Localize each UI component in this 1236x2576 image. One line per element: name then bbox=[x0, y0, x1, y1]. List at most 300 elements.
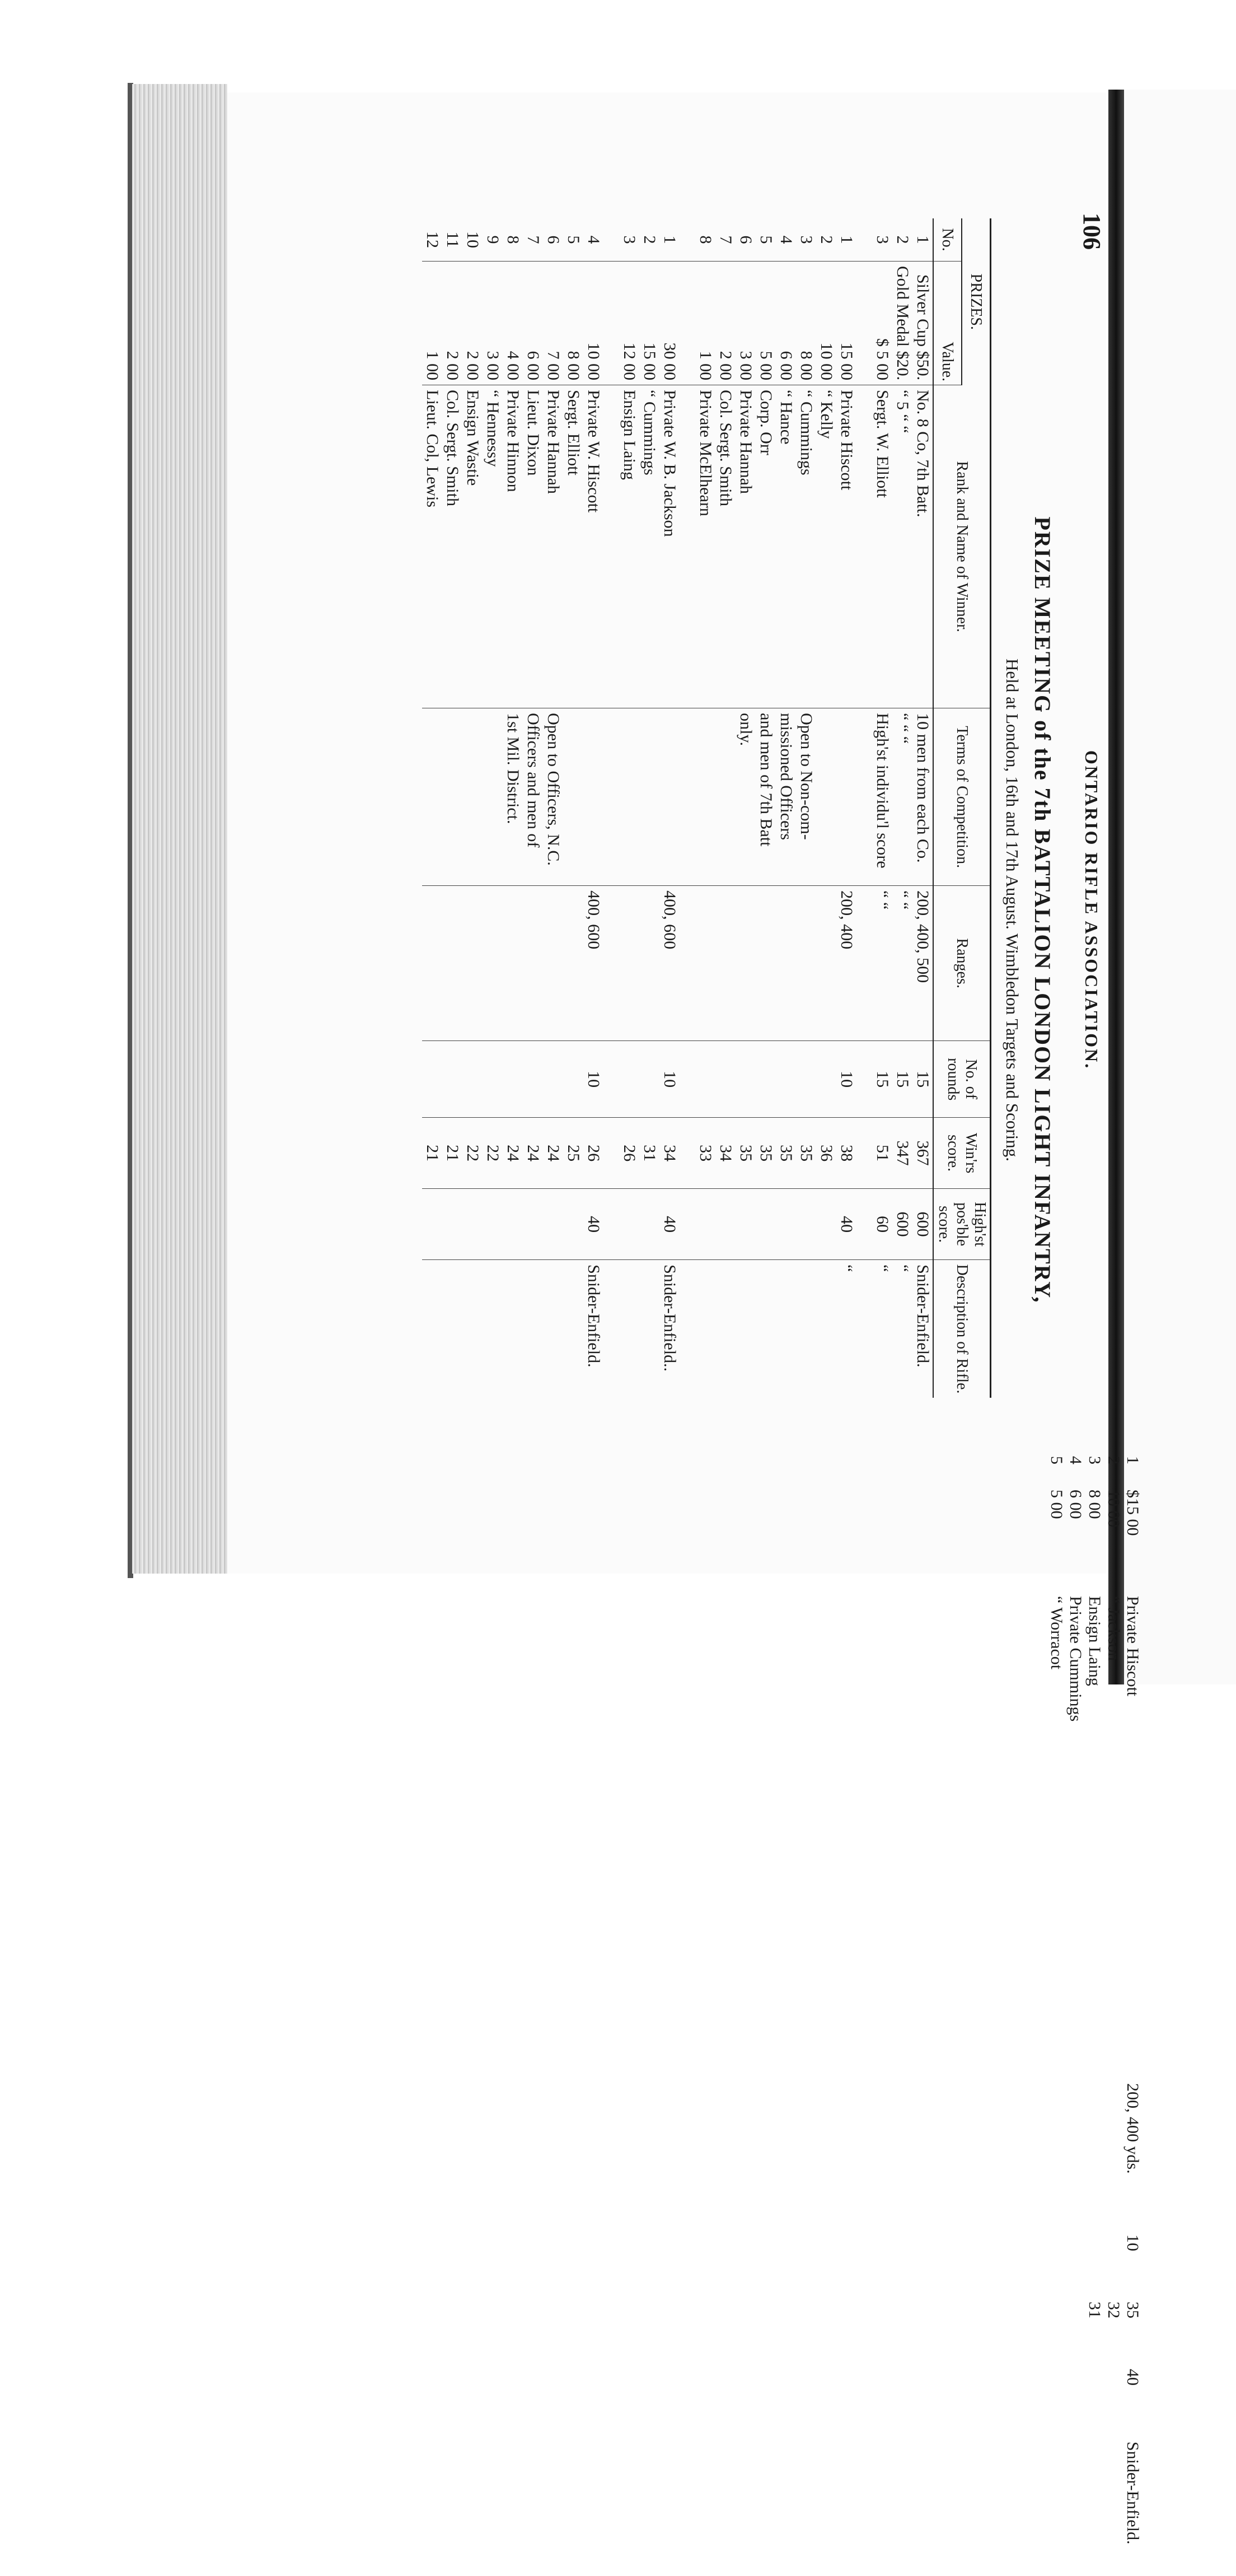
cell-value: 7 00 bbox=[543, 262, 563, 385]
cell-winners-score: 21 bbox=[422, 1118, 442, 1189]
cell-value: 2 00 bbox=[715, 262, 736, 385]
cell-winners-score: 22 bbox=[483, 1118, 503, 1189]
cell-highest-score: 40 bbox=[659, 1189, 680, 1260]
cell-winners-score: 33 bbox=[695, 1118, 715, 1189]
gap-cell bbox=[680, 1260, 695, 1398]
cell-rounds bbox=[756, 1041, 776, 1118]
cell-no: 3 bbox=[872, 218, 892, 262]
gap-cell bbox=[680, 385, 695, 708]
cell-winners-score: 51 bbox=[872, 1118, 892, 1189]
cell-winners-score: 34 bbox=[659, 1118, 680, 1189]
facing-number: 3 bbox=[1085, 1456, 1104, 1464]
table-row bbox=[442, 218, 462, 1398]
cell-rifle bbox=[715, 1260, 736, 1398]
cell-terms bbox=[619, 708, 639, 886]
cell-value: 5 00 bbox=[756, 262, 776, 385]
cell-terms bbox=[442, 708, 462, 886]
facing-winner: Private Cummings bbox=[1066, 1596, 1085, 1722]
cell-winners-score: 24 bbox=[543, 1118, 563, 1189]
cell-no: 6 bbox=[736, 218, 756, 262]
cell-no: 3 bbox=[619, 218, 639, 262]
facing-numbers bbox=[1047, 1456, 1142, 1464]
cell-rounds: 10 bbox=[836, 1041, 856, 1118]
cell-rifle: Snider-Enfield. bbox=[584, 1264, 603, 1368]
cell-no: 4 bbox=[583, 218, 603, 262]
cell-ranges bbox=[422, 886, 442, 1041]
facing-score: 35 bbox=[1123, 2302, 1142, 2318]
cell-rounds bbox=[483, 1041, 503, 1118]
cell-no: 12 bbox=[422, 218, 442, 262]
cell-winners-score: 38 bbox=[836, 1118, 856, 1189]
cell-value: 10 00 bbox=[583, 262, 603, 385]
cell-terms bbox=[462, 708, 483, 886]
cell-value: 15 00 bbox=[639, 262, 659, 385]
cell-value: 3 00 bbox=[483, 262, 503, 385]
cell-winner: Col. Sergt. Smith bbox=[715, 385, 736, 708]
header-winner: Rank and Name of Winner. bbox=[933, 385, 991, 708]
cell-rifle bbox=[756, 1260, 776, 1398]
cell-rounds bbox=[503, 1041, 523, 1118]
cell-winner: Private Hinnon bbox=[503, 385, 523, 708]
cell-highest-score bbox=[776, 1189, 796, 1260]
facing-ranges: 200, 400 yds. bbox=[1123, 2083, 1142, 2174]
gap-cell bbox=[856, 1260, 872, 1398]
gap-cell bbox=[856, 218, 872, 262]
table-row bbox=[619, 218, 639, 1398]
facing-number: 5 bbox=[1047, 1456, 1066, 1464]
cell-highest-score bbox=[563, 1189, 583, 1260]
cell-winner: Lieut. Col, Lewis bbox=[422, 385, 442, 708]
cell-value: 6 00 bbox=[776, 262, 796, 385]
cell-ranges: 400, 600 bbox=[583, 886, 603, 1041]
table-row bbox=[912, 218, 933, 1398]
gap-cell bbox=[856, 1189, 872, 1260]
facing-high-score: 40 bbox=[1123, 2369, 1142, 2386]
cell-winners-score: 31 bbox=[639, 1118, 659, 1189]
header-no: No. bbox=[933, 218, 962, 262]
running-title: ONTARIO RIFLE ASSOCIATION. bbox=[1082, 750, 1102, 1070]
cell-rounds bbox=[523, 1041, 543, 1118]
cell-winners-score: 22 bbox=[462, 1118, 483, 1189]
cell-winners-score: 24 bbox=[523, 1118, 543, 1189]
gap-cell bbox=[856, 708, 872, 886]
cell-value: 12 00 bbox=[619, 262, 639, 385]
cell-terms bbox=[563, 708, 583, 886]
cell-winners-score: 36 bbox=[816, 1118, 836, 1189]
cell-winners-score: 21 bbox=[442, 1118, 462, 1189]
cell-no: 2 bbox=[639, 218, 659, 262]
cell-winners-score: 24 bbox=[503, 1118, 523, 1189]
cell-terms: Open to Non-com- bbox=[796, 708, 816, 886]
cell-ranges bbox=[695, 886, 715, 1041]
cell-winner: Private W. Hiscott bbox=[583, 385, 603, 708]
cell-rounds bbox=[715, 1041, 736, 1118]
cell-winner: “ Hennessy bbox=[483, 385, 503, 708]
cell-no: 6 bbox=[543, 218, 563, 262]
cell-highest-score bbox=[715, 1189, 736, 1260]
cell-rifle bbox=[816, 1260, 836, 1398]
rotated-page-content bbox=[227, 213, 1106, 1607]
cell-winners-score: 35 bbox=[776, 1118, 796, 1189]
cell-rifle bbox=[483, 1260, 503, 1398]
cell-terms: only. bbox=[736, 708, 756, 886]
cell-highest-score bbox=[462, 1189, 483, 1260]
cell-rounds: 10 bbox=[659, 1041, 680, 1118]
cell-rounds: 10 bbox=[583, 1041, 603, 1118]
cell-no: 8 bbox=[695, 218, 715, 262]
table-row bbox=[715, 218, 736, 1398]
facing-winners bbox=[1047, 1596, 1142, 1721]
cell-rounds bbox=[422, 1041, 442, 1118]
cell-highest-score bbox=[442, 1189, 462, 1260]
cell-winner: Lieut. Dixon bbox=[523, 385, 543, 708]
cell-no: 3 bbox=[796, 218, 816, 262]
cell-winners-score: 26 bbox=[619, 1118, 639, 1189]
facing-number: 2 bbox=[1104, 1456, 1123, 1464]
facing-score: 32 bbox=[1104, 2302, 1123, 2318]
section-gap bbox=[680, 218, 695, 1398]
cell-rounds bbox=[695, 1041, 715, 1118]
cell-rounds bbox=[442, 1041, 462, 1118]
table-row bbox=[736, 218, 756, 1398]
cell-no: 8 bbox=[503, 218, 523, 262]
cell-winner: Corp. Orr bbox=[756, 385, 776, 708]
header-value: Value. bbox=[933, 262, 962, 385]
table-row bbox=[422, 218, 442, 1398]
cell-ranges bbox=[442, 886, 462, 1041]
cell-ranges bbox=[523, 886, 543, 1041]
gap-cell bbox=[680, 1189, 695, 1260]
table-row bbox=[563, 218, 583, 1398]
table-title: PRIZE MEETING of the 7th BATTALION LONDON LIGHT INFANTRY, bbox=[1030, 516, 1055, 1304]
header-rounds: No. of rounds bbox=[933, 1041, 991, 1118]
facing-number: 1 bbox=[1123, 1456, 1142, 1464]
table-row bbox=[836, 218, 856, 1398]
cell-ranges: 400, 600 bbox=[659, 886, 680, 1041]
cell-rifle bbox=[503, 1260, 523, 1398]
cell-terms bbox=[639, 708, 659, 886]
cell-terms bbox=[659, 708, 680, 886]
cell-winner: Ensign Wastie bbox=[462, 385, 483, 708]
cell-rifle: Snider-Enfield. bbox=[914, 1264, 932, 1368]
cell-highest-score bbox=[756, 1189, 776, 1260]
cell-terms: High'st individu'l score bbox=[872, 708, 892, 886]
cell-winner: Sergt. W. Elliott bbox=[872, 385, 892, 708]
cell-no: 1 bbox=[836, 218, 856, 262]
cell-rounds bbox=[543, 1041, 563, 1118]
table-row bbox=[462, 218, 483, 1398]
header-prizes: PRIZES. bbox=[962, 218, 991, 385]
cell-ranges bbox=[756, 886, 776, 1041]
cell-rifle bbox=[422, 1260, 442, 1398]
gap-cell bbox=[680, 708, 695, 886]
gap-cell bbox=[603, 886, 619, 1041]
cell-winners-score: 34 bbox=[715, 1118, 736, 1189]
facing-rounds: 10 bbox=[1123, 2234, 1142, 2251]
cell-terms bbox=[583, 708, 603, 886]
cell-highest-score: 600 bbox=[912, 1189, 933, 1260]
cell-rounds: 15 bbox=[912, 1041, 933, 1118]
cell-no: 2 bbox=[892, 218, 912, 262]
gap-cell bbox=[603, 1189, 619, 1260]
cell-rifle: Snider-Enfield.. bbox=[661, 1264, 679, 1372]
table-row bbox=[756, 218, 776, 1398]
gap-cell bbox=[603, 1260, 619, 1398]
table-row bbox=[523, 218, 543, 1398]
cell-rifle bbox=[776, 1260, 796, 1398]
table-row bbox=[892, 218, 912, 1398]
gap-cell bbox=[856, 1041, 872, 1118]
cell-terms: 10 men from each Co. bbox=[912, 708, 933, 886]
gap-cell bbox=[603, 1041, 619, 1118]
cell-rounds bbox=[462, 1041, 483, 1118]
cell-terms: “ “ “ bbox=[892, 708, 912, 886]
section-gap bbox=[603, 218, 619, 1398]
cell-winner: Sergt. Elliott bbox=[563, 385, 583, 708]
cell-terms: Officers and men of bbox=[523, 708, 543, 886]
header-winners-score: Win'rs score. bbox=[933, 1118, 991, 1189]
cell-winner: “ Cummings bbox=[796, 385, 816, 708]
cell-winners-score: 347 bbox=[892, 1118, 912, 1189]
facing-value: 5 00 bbox=[1047, 1490, 1066, 1519]
cell-value: 6 00 bbox=[523, 262, 543, 385]
cell-value: 1 00 bbox=[695, 262, 715, 385]
table-row bbox=[695, 218, 715, 1398]
table-row bbox=[872, 218, 892, 1398]
cell-rifle bbox=[695, 1260, 715, 1398]
cell-rifle: “ bbox=[893, 1264, 912, 1272]
cell-no: 7 bbox=[523, 218, 543, 262]
cell-terms: and men of 7th Batt bbox=[756, 708, 776, 886]
cell-rounds: 15 bbox=[872, 1041, 892, 1118]
cell-no: 1 bbox=[659, 218, 680, 262]
gap-cell bbox=[603, 1118, 619, 1189]
cell-highest-score: 40 bbox=[583, 1189, 603, 1260]
gap-cell bbox=[856, 1118, 872, 1189]
cell-ranges bbox=[639, 886, 659, 1041]
cell-winner: Private Hannah bbox=[736, 385, 756, 708]
cell-terms: 1st Mil. District. bbox=[503, 708, 523, 886]
cell-rifle: “ bbox=[837, 1264, 856, 1272]
gap-cell bbox=[680, 262, 695, 385]
gap-cell bbox=[603, 218, 619, 262]
facing-value: $15 00 bbox=[1123, 1490, 1142, 1536]
facing-value: 10 00 bbox=[1104, 1490, 1123, 1528]
gap-cell bbox=[856, 886, 872, 1041]
cell-winner: Private Hiscott bbox=[836, 385, 856, 708]
cell-value: Gold Medal $20. bbox=[892, 262, 912, 385]
running-header bbox=[1073, 213, 1106, 1607]
cell-rifle bbox=[462, 1260, 483, 1398]
cell-value: 15 00 bbox=[836, 262, 856, 385]
table-row bbox=[796, 218, 816, 1398]
cell-highest-score: 60 bbox=[872, 1189, 892, 1260]
cell-rifle bbox=[523, 1260, 543, 1398]
cell-ranges: “ “ bbox=[872, 886, 892, 1041]
cell-highest-score bbox=[422, 1189, 442, 1260]
facing-winner: Ensign Laing bbox=[1085, 1596, 1104, 1686]
cell-ranges bbox=[543, 886, 563, 1041]
table-row bbox=[816, 218, 836, 1398]
table-subtitle: Held at London, 16th and 17th August. Wimbledon Targets and Scoring. bbox=[1003, 658, 1022, 1162]
cell-ranges bbox=[715, 886, 736, 1041]
cell-ranges: “ “ bbox=[892, 886, 912, 1041]
cell-winner: Private W. B. Jackson bbox=[659, 385, 680, 708]
cell-ranges: 200, 400, 500 bbox=[912, 886, 933, 1041]
cell-winner: “ 5 “ “ bbox=[892, 385, 912, 708]
cell-rifle bbox=[543, 1260, 563, 1398]
gap-cell bbox=[603, 708, 619, 886]
cell-terms: Open to Officers, N.C. bbox=[543, 708, 563, 886]
cell-winners-score: 25 bbox=[563, 1118, 583, 1189]
cell-rounds bbox=[619, 1041, 639, 1118]
cell-ranges bbox=[796, 886, 816, 1041]
cell-terms bbox=[836, 708, 856, 886]
cell-highest-score bbox=[639, 1189, 659, 1260]
cell-highest-score bbox=[523, 1189, 543, 1260]
facing-scores bbox=[1085, 2302, 1142, 2318]
cell-value: 30 00 bbox=[659, 262, 680, 385]
cell-rifle bbox=[796, 1260, 816, 1398]
cell-rifle: “ bbox=[873, 1264, 892, 1272]
table-row bbox=[543, 218, 563, 1398]
cell-winners-score: 367 bbox=[912, 1118, 933, 1189]
cell-ranges bbox=[736, 886, 756, 1041]
cell-winner: “ Hance bbox=[776, 385, 796, 708]
cell-no: 7 bbox=[715, 218, 736, 262]
cell-ranges bbox=[776, 886, 796, 1041]
table-row bbox=[583, 218, 603, 1398]
cell-value: $ 5 00 bbox=[872, 262, 892, 385]
prize-table bbox=[422, 218, 991, 1398]
facing-winner: “ Worracot bbox=[1047, 1596, 1066, 1670]
cell-winners-score: 26 bbox=[583, 1118, 603, 1189]
table-row bbox=[776, 218, 796, 1398]
cell-highest-score bbox=[483, 1189, 503, 1260]
cell-rifle bbox=[442, 1260, 462, 1398]
cell-ranges bbox=[619, 886, 639, 1041]
header-terms: Terms of Competition. bbox=[933, 708, 991, 886]
cell-highest-score bbox=[619, 1189, 639, 1260]
facing-page bbox=[1124, 90, 1236, 1684]
cell-winner: Private McElhearn bbox=[695, 385, 715, 708]
facing-value: 8 00 bbox=[1085, 1490, 1104, 1519]
facing-winner: Private Hiscott bbox=[1123, 1596, 1142, 1697]
cell-ranges: 200, 400 bbox=[836, 886, 856, 1041]
cell-no: 10 bbox=[462, 218, 483, 262]
gap-cell bbox=[603, 262, 619, 385]
cell-rounds bbox=[736, 1041, 756, 1118]
cell-no: 2 bbox=[816, 218, 836, 262]
cell-rifle bbox=[639, 1260, 659, 1398]
cell-value: 1 00 bbox=[422, 262, 442, 385]
page-number: 106 bbox=[1078, 213, 1106, 250]
table-row bbox=[659, 218, 680, 1398]
cell-rifle bbox=[736, 1260, 756, 1398]
cell-terms bbox=[816, 708, 836, 886]
cell-value: 2 00 bbox=[442, 262, 462, 385]
facing-number: 4 bbox=[1066, 1456, 1085, 1464]
cell-no: 9 bbox=[483, 218, 503, 262]
cell-winner: Ensign Laing bbox=[619, 385, 639, 708]
cell-rounds bbox=[563, 1041, 583, 1118]
cell-no: 5 bbox=[563, 218, 583, 262]
cell-highest-score bbox=[543, 1189, 563, 1260]
gap-cell bbox=[856, 385, 872, 708]
cell-highest-score: 600 bbox=[892, 1189, 912, 1260]
cell-value: 2 00 bbox=[462, 262, 483, 385]
cell-terms bbox=[483, 708, 503, 886]
cell-highest-score bbox=[695, 1189, 715, 1260]
cell-terms: missioned Officers bbox=[776, 708, 796, 886]
cell-rifle bbox=[563, 1260, 583, 1398]
cell-winners-score: 35 bbox=[756, 1118, 776, 1189]
facing-winner: “ Jackson bbox=[1104, 1596, 1123, 1661]
cell-winner: “ Cummings bbox=[639, 385, 659, 708]
cell-winners-score: 35 bbox=[736, 1118, 756, 1189]
cell-rounds bbox=[639, 1041, 659, 1118]
cell-ranges bbox=[503, 886, 523, 1041]
cell-no: 11 bbox=[442, 218, 462, 262]
cell-winner: “ Kelly bbox=[816, 385, 836, 708]
cell-ranges bbox=[816, 886, 836, 1041]
table-row bbox=[639, 218, 659, 1398]
cell-no: 1 bbox=[912, 218, 933, 262]
cell-rounds: 15 bbox=[892, 1041, 912, 1118]
prize-table-body bbox=[422, 218, 933, 1398]
gap-cell bbox=[680, 1041, 695, 1118]
cell-ranges bbox=[563, 886, 583, 1041]
page-stack-edge bbox=[132, 84, 227, 1574]
gap-cell bbox=[603, 385, 619, 708]
cell-value: 10 00 bbox=[816, 262, 836, 385]
cell-rifle bbox=[619, 1260, 639, 1398]
facing-page-strip bbox=[1047, 1456, 1142, 2576]
cell-value: 3 00 bbox=[736, 262, 756, 385]
cell-no: 4 bbox=[776, 218, 796, 262]
section-gap bbox=[856, 218, 872, 1398]
cell-value: Silver Cup $50. bbox=[912, 262, 933, 385]
gap-cell bbox=[856, 262, 872, 385]
cell-highest-score bbox=[503, 1189, 523, 1260]
cell-ranges bbox=[462, 886, 483, 1041]
facing-value: 6 00 bbox=[1066, 1490, 1085, 1519]
cell-winner: No. 8 Co, 7th Batt. bbox=[912, 385, 933, 708]
table-row bbox=[483, 218, 503, 1398]
facing-rifle: Snider-Enfield. bbox=[1123, 2442, 1142, 2545]
cell-ranges bbox=[483, 886, 503, 1041]
cell-highest-score: 40 bbox=[836, 1189, 856, 1260]
book-gutter bbox=[1108, 90, 1124, 1684]
gap-cell bbox=[680, 886, 695, 1041]
gap-cell bbox=[680, 218, 695, 262]
cell-rounds bbox=[796, 1041, 816, 1118]
cell-rounds bbox=[776, 1041, 796, 1118]
cell-highest-score bbox=[736, 1189, 756, 1260]
table-row bbox=[503, 218, 523, 1398]
facing-score: 31 bbox=[1085, 2302, 1104, 2318]
cell-winner: Col. Sergt. Smith bbox=[442, 385, 462, 708]
cell-winner: Private Hannah bbox=[543, 385, 563, 708]
header-rifle: Description of Rifle. bbox=[933, 1260, 991, 1398]
cell-terms bbox=[422, 708, 442, 886]
cell-value: 8 00 bbox=[796, 262, 816, 385]
cell-winners-score: 35 bbox=[796, 1118, 816, 1189]
cell-value: 8 00 bbox=[563, 262, 583, 385]
facing-values bbox=[1047, 1490, 1142, 1536]
cell-terms bbox=[715, 708, 736, 886]
cell-highest-score bbox=[816, 1189, 836, 1260]
